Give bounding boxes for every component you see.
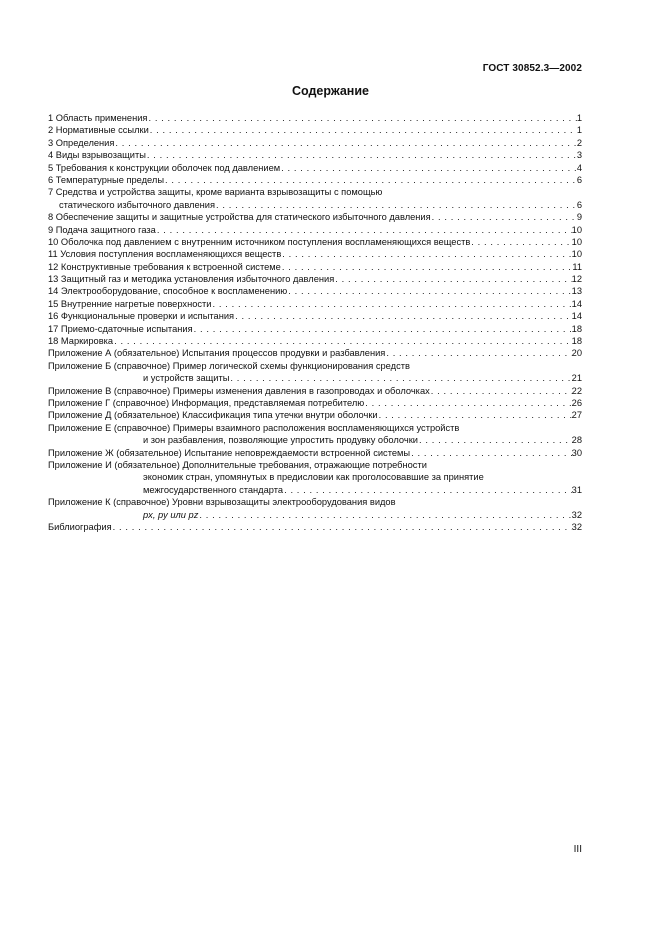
toc-line xyxy=(48,124,582,136)
toc-line xyxy=(48,347,582,359)
toc-page-number: 31 xyxy=(571,484,582,495)
toc-entry xyxy=(48,162,582,174)
toc-line xyxy=(48,459,582,471)
dot-leader xyxy=(149,124,577,136)
dot-leader xyxy=(410,447,572,459)
toc-line xyxy=(48,422,582,434)
toc-entry xyxy=(48,149,582,161)
toc-entry-title: 7 Средства и устройства защиты, кроме варианта взрывозащиты с помощью xyxy=(48,187,383,198)
toc-entry-title: 10 Оболочка под давлением с внутренним источником поступления воспламеняющихся веществ xyxy=(48,236,471,247)
toc-line xyxy=(48,385,582,397)
toc-entry-title: межгосударственного стандарта xyxy=(143,484,284,495)
toc-line xyxy=(48,149,582,161)
dot-leader xyxy=(211,298,571,310)
toc-entry-title: 6 Температурные пределы xyxy=(48,174,165,185)
toc-entry xyxy=(48,285,582,297)
toc-entry-title: 12 Конструктивные требования к встроенной системе xyxy=(48,261,281,272)
toc-entry-title: 15 Внутренние нагретые поверхности xyxy=(48,298,212,309)
toc-entry xyxy=(48,521,582,533)
toc-line xyxy=(48,496,582,508)
toc-page-number: 6 xyxy=(576,174,582,185)
dot-leader xyxy=(281,261,573,273)
toc-line xyxy=(48,447,582,459)
toc-entry-title: 5 Требования к конструкции оболочек под давлением xyxy=(48,162,281,173)
toc-line xyxy=(48,397,582,409)
toc-entry-title: 8 Обеспечение защиты и защитные устройства для статического избыточного давления xyxy=(48,212,431,223)
toc-page-number: 26 xyxy=(571,397,582,408)
toc-page-number: 10 xyxy=(571,249,582,260)
toc-line xyxy=(48,199,582,211)
dot-leader xyxy=(156,224,572,236)
toc-line xyxy=(48,137,582,149)
page-number: III xyxy=(573,844,582,855)
toc-entry-title: 13 Защитный газ и методика установления избыточного давления xyxy=(48,274,335,285)
dot-leader xyxy=(198,509,571,521)
dot-leader xyxy=(334,273,571,285)
toc-entry xyxy=(48,248,582,260)
toc-line xyxy=(48,273,582,285)
toc-line xyxy=(48,261,582,273)
toc-entry xyxy=(48,459,582,496)
toc-entry-title: 9 Подача защитного газа xyxy=(48,224,156,235)
toc-entry-title: 11 Условия поступления воспламеняющихся веществ xyxy=(48,249,282,260)
toc-page-number: 18 xyxy=(571,323,582,334)
toc-entry-title: Приложение В (справочное) Примеры изменения давления в газопроводах и оболочках xyxy=(48,385,430,396)
dot-leader xyxy=(470,236,571,248)
toc-entry-title: Приложение И (обязательное) Дополнительные требования, отражающие потребности xyxy=(48,459,427,470)
toc-line xyxy=(48,112,582,124)
toc-page-number: 13 xyxy=(571,286,582,297)
toc-page-number: 10 xyxy=(571,224,582,235)
toc-line xyxy=(48,323,582,335)
standard-code: ГОСТ 30852.3—2002 xyxy=(482,63,582,74)
toc-page-number: 30 xyxy=(571,447,582,458)
toc-entry-title: экономик стран, упомянутых в предисловии как проголосовавшие за принятие xyxy=(143,472,484,483)
toc-entry-title: 3 Определения xyxy=(48,137,115,148)
toc-entry xyxy=(48,409,582,421)
toc-page-number: 32 xyxy=(571,521,582,532)
toc-line xyxy=(48,211,582,223)
toc-line xyxy=(48,248,582,260)
dot-leader xyxy=(287,285,571,297)
toc-line xyxy=(48,521,582,533)
toc-entry-title: px, py или pz xyxy=(143,509,199,520)
toc-page-number: 11 xyxy=(572,261,582,272)
toc-page-number: 10 xyxy=(571,236,582,247)
toc-entry xyxy=(48,224,582,236)
dot-leader xyxy=(114,137,576,149)
toc-line xyxy=(48,236,582,248)
toc-entry-title: 1 Область применения xyxy=(48,113,148,123)
toc-entry-title: Приложение К (справочное) Уровни взрывозащиты электрооборудования видов xyxy=(48,497,396,508)
toc-entry xyxy=(48,447,582,459)
toc-page-number: 1 xyxy=(576,113,582,123)
toc-page-number: 14 xyxy=(571,311,582,322)
toc-entry-title: статического избыточного давления xyxy=(59,199,216,210)
toc-line xyxy=(48,335,582,347)
toc-page-number: 3 xyxy=(576,150,582,161)
toc-page-number: 9 xyxy=(576,212,582,223)
dot-leader xyxy=(280,162,577,174)
toc-entry xyxy=(48,236,582,248)
toc-page-number: 6 xyxy=(576,199,582,210)
toc-entry-title: 16 Функциональные проверки и испытания xyxy=(48,311,235,322)
dot-leader xyxy=(431,211,577,223)
toc-entry-title: Приложение Г (справочное) Информация, представляемая потребителю xyxy=(48,397,365,408)
dot-leader xyxy=(215,199,577,211)
dot-leader xyxy=(113,335,572,347)
toc-line xyxy=(48,186,582,198)
toc-page-number: 27 xyxy=(571,410,582,421)
toc-entry xyxy=(48,273,582,285)
toc-entry-title: и зон разбавления, позволяющие упростить продувку оболочки xyxy=(143,435,418,446)
toc-page-number: 4 xyxy=(576,162,582,173)
toc-page-number: 28 xyxy=(571,435,582,446)
toc-entry xyxy=(48,323,582,335)
toc-line xyxy=(48,471,582,483)
toc-entry-title: Приложение Д (обязательное) Классификация типа утечки внутри оболочки xyxy=(48,410,378,421)
dot-leader xyxy=(364,397,571,409)
toc-entry-title: Приложение Б (справочное) Пример логической схемы функционирования средств xyxy=(48,360,410,371)
toc-line xyxy=(48,224,582,236)
toc-entry xyxy=(48,124,582,136)
toc-entry-title: 18 Маркировка xyxy=(48,336,114,347)
toc-entry xyxy=(48,186,582,211)
toc-entry xyxy=(48,137,582,149)
dot-leader xyxy=(146,149,577,161)
toc-line xyxy=(48,509,582,521)
toc-line xyxy=(48,174,582,186)
toc-line xyxy=(48,484,582,496)
toc-entry xyxy=(48,112,582,124)
table-of-contents xyxy=(48,112,582,533)
dot-leader xyxy=(193,323,572,335)
toc-line xyxy=(48,285,582,297)
dot-leader xyxy=(112,521,572,533)
dot-leader xyxy=(378,409,572,421)
toc-line xyxy=(48,372,582,384)
toc-page-number: 21 xyxy=(571,373,582,384)
toc-entry xyxy=(48,397,582,409)
toc-line xyxy=(48,434,582,446)
toc-page-number: 2 xyxy=(576,137,582,148)
toc-page-number: 18 xyxy=(571,336,582,347)
toc-entry-title: Приложение Ж (обязательное) Испытание неповреждаемости встроенной системы xyxy=(48,447,411,458)
dot-leader xyxy=(281,248,571,260)
toc-entry xyxy=(48,385,582,397)
toc-entry xyxy=(48,298,582,310)
toc-entry-title: 2 Нормативные ссылки xyxy=(48,125,149,136)
toc-entry xyxy=(48,261,582,273)
toc-entry xyxy=(48,496,582,521)
toc-entry-title: 14 Электрооборудование, способное к воспламенению xyxy=(48,286,288,297)
toc-page-number: 12 xyxy=(571,274,582,285)
toc-entry xyxy=(48,347,582,359)
toc-entry xyxy=(48,422,582,447)
toc-entry xyxy=(48,360,582,385)
dot-leader xyxy=(147,112,576,124)
toc-entry xyxy=(48,211,582,223)
toc-entry xyxy=(48,310,582,322)
toc-page-number: 20 xyxy=(571,348,582,359)
dot-leader xyxy=(385,347,571,359)
toc-line xyxy=(48,310,582,322)
dot-leader xyxy=(229,372,571,384)
dot-leader xyxy=(430,385,572,397)
toc-entry-title: Библиография xyxy=(48,521,112,532)
dot-leader xyxy=(418,434,572,446)
dot-leader xyxy=(164,174,577,186)
toc-entry-title: 17 Приемо-сдаточные испытания xyxy=(48,323,193,334)
toc-entry-title: Приложение Е (справочное) Примеры взаимного расположения воспламеняющихся устройств xyxy=(48,422,460,433)
toc-page-number: 32 xyxy=(571,509,582,520)
toc-line xyxy=(48,162,582,174)
toc-line xyxy=(48,409,582,421)
toc-page-number: 1 xyxy=(576,125,582,136)
toc-entry xyxy=(48,335,582,347)
toc-line xyxy=(48,298,582,310)
toc-line xyxy=(48,360,582,372)
toc-page-number: 14 xyxy=(571,298,582,309)
toc-page-number: 22 xyxy=(571,385,582,396)
dot-leader xyxy=(283,484,572,496)
dot-leader xyxy=(234,310,572,322)
toc-entry-title: 4 Виды взрывозащиты xyxy=(48,150,146,161)
page-title: Содержание xyxy=(291,84,369,98)
toc-entry xyxy=(48,174,582,186)
toc-entry-title: Приложение А (обязательное) Испытания процессов продувки и разбавления xyxy=(48,348,386,359)
toc-entry-title: и устройств защиты xyxy=(143,373,230,384)
